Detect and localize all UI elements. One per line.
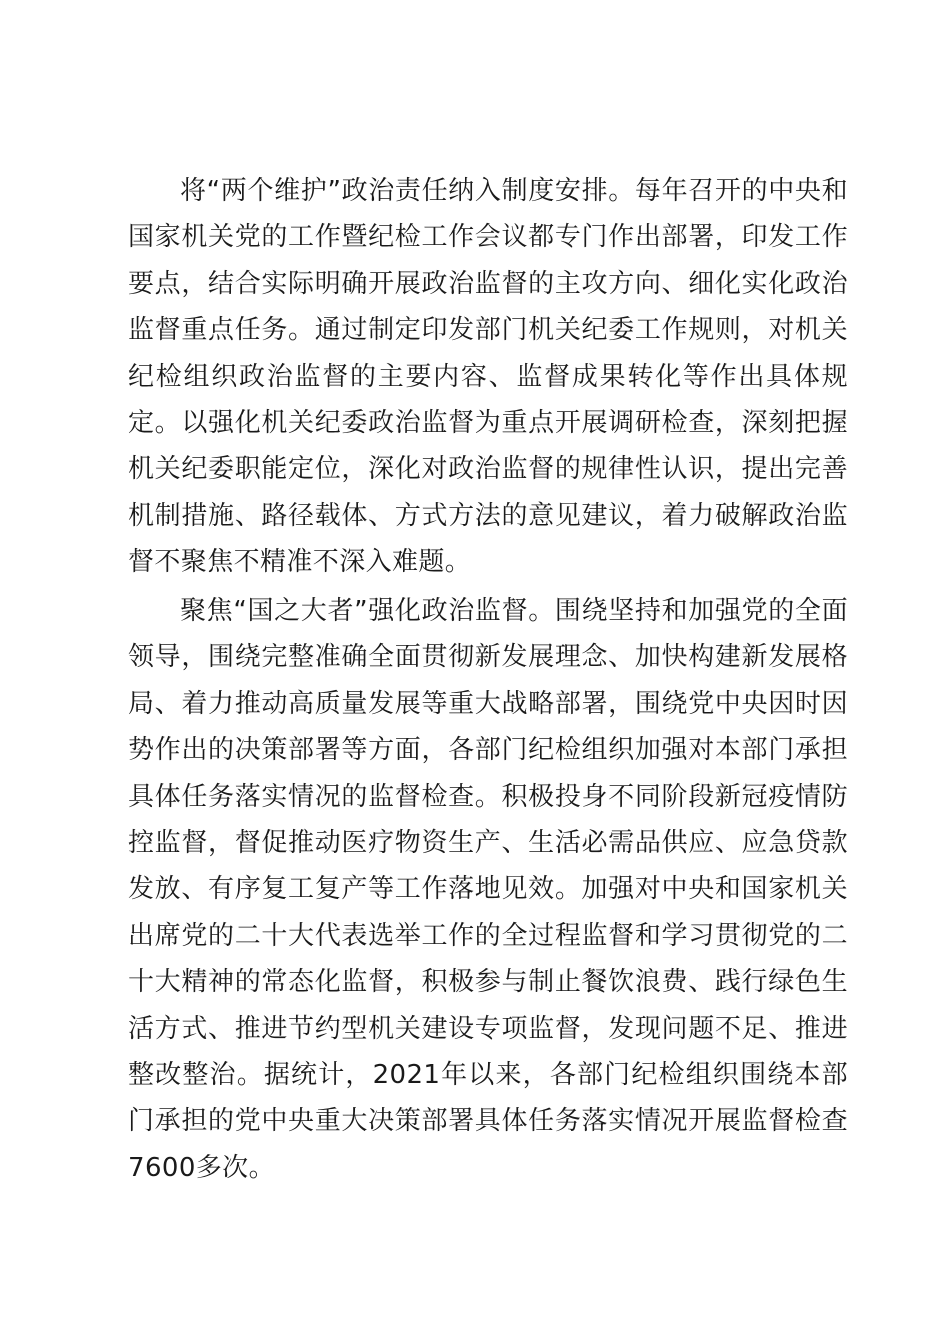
- paragraph-political-responsibility: 将“两个维护”政治责任纳入制度安排。每年召开的中央和国家机关党的工作暨纪检工作会议都专门作出部署，印发工作要点，结合实际明确开展政治监督的主攻方向、细化实化政治监督重点任务。通过制定印发部门机关纪委工作规则，对机关纪检组织政治监督的主要内容、监督成果转化等作出具体规定。以强化机关纪委政治监督为重点开展调研检查，深刻把握机关纪委职能定位，深化对政治监督的规律性认识，提出完善机制措施、路径载体、方式方法的意见建议，着力破解政治监督不聚焦不精准不深入难题。: [128, 176, 848, 578]
- paragraph-political-supervision: 聚焦“国之大者”强化政治监督。围绕坚持和加强党的全面领导，围绕完整准确全面贯彻新发展理念、加快构建新发展格局、着力推动高质量发展等重大战略部署，围绕党中央因时因势作出的决策部署等方面，各部门纪检组织加强对本部门承担具体任务落实情况的监督检查。积极投身不同阶段新冠疫情防控监督，督促推动医疗物资生产、生活必需品供应、应急贷款发放、有序复工复产等工作落地见效。加强对中央和国家机关出席党的二十大代表选举工作的全过程监督和学习贯彻党的二十大精神的常态化监督，积极参与制止餐饮浪费、践行绿色生活方式、推进节约型机关建设专项监督，发现问题不足、推进整改整治。据统计，2021年以来，各部门纪检组织围绕本部门承担的党中央重大决策部署具体任务落实情况开展监督检查7600多次。: [128, 596, 848, 1183]
